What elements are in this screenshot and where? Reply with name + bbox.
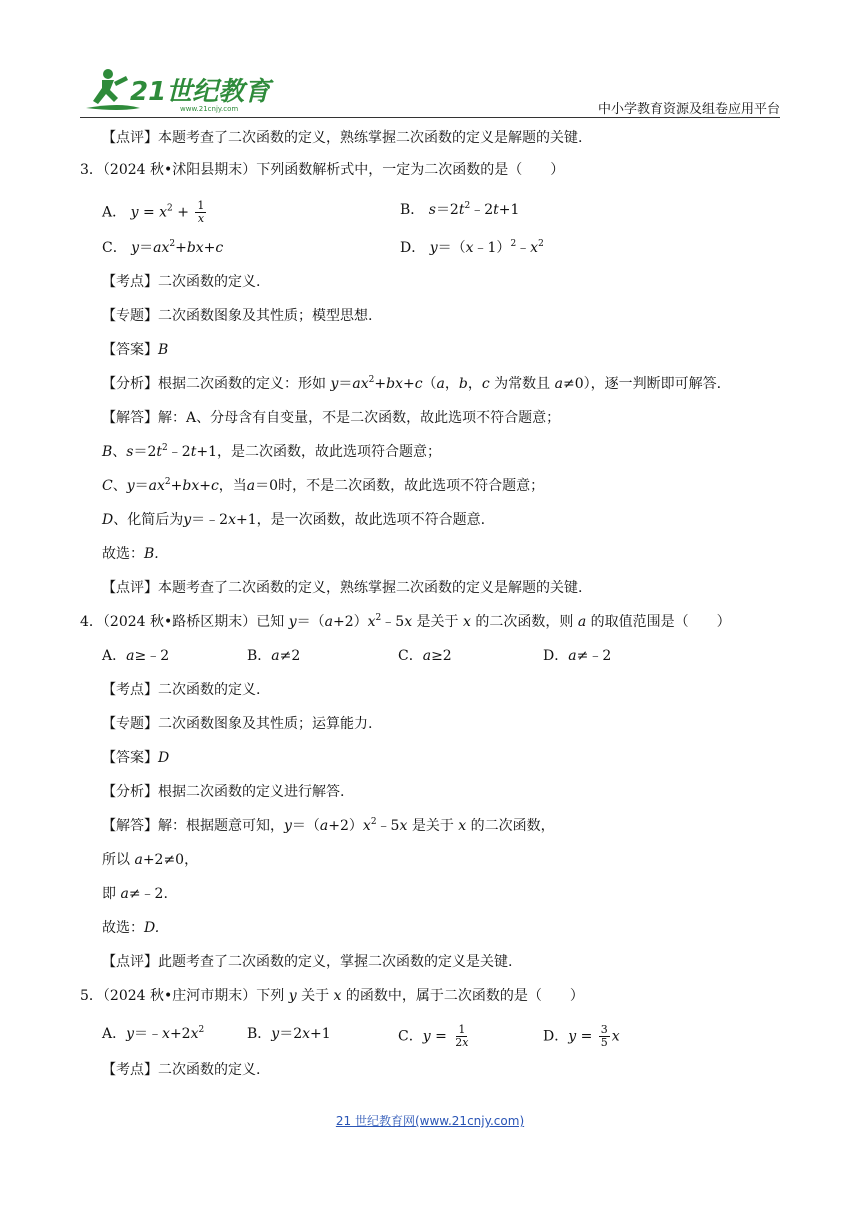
q3-option-b: B． $s=2t^2﹣2t+1$ bbox=[400, 201, 520, 218]
q4-option-d: D．a≠﹣2 bbox=[543, 648, 612, 664]
q4-dianping: 【点评】此题考查了二次函数的定义，掌握二次函数的定义是关键. bbox=[102, 954, 513, 970]
q4-daan: 【答案】D bbox=[102, 750, 170, 766]
q3-guxuan: 故选：B. bbox=[102, 546, 159, 562]
q4-option-a: A．a≥﹣2 bbox=[102, 648, 170, 664]
page-header bbox=[80, 64, 780, 118]
q5-option-c: C．y = $\frac{1}{2x}$ bbox=[398, 1023, 469, 1049]
q3-stem: 3．（2024 秋•沭阳县期末）下列函数解析式中，一定为二次函数的是（ ） bbox=[80, 162, 565, 178]
q5-option-d: D．y = $\frac{3}{5}$ x bbox=[543, 1023, 620, 1049]
q4-fenxi: 【分析】根据二次函数的定义进行解答. bbox=[102, 784, 345, 800]
q4-jieda: 【解答】解：根据题意可知，$y=(a+2)x^2﹣5x$ 是关于 x 的二次函数， bbox=[102, 817, 555, 834]
q3-fenxi: 【分析】根据二次函数的定义：形如 $y=ax^2+bx+c(a$，b，c 为常数且 a≠0），逐一判断即可解答. bbox=[102, 375, 722, 392]
logo-21cnjy bbox=[80, 64, 320, 114]
q4-option-c: C．a≥2 bbox=[398, 648, 452, 664]
q3-jieda: 【解答】解：A、分母含有自变量，不是二次函数，故此选项不符合题意； bbox=[102, 410, 561, 426]
footer-link[interactable]: 21 世纪教育网(www.21cnjy.com) bbox=[335, 1114, 525, 1128]
q3-jieda-c: C、$y=ax^2+bx+c$，当a＝0时，不是二次函数，故此选项不符合题意； bbox=[102, 477, 545, 494]
logo-subtext: www.21cnjy.com bbox=[180, 105, 239, 113]
q3-daan: 【答案】B bbox=[102, 342, 169, 358]
q3-dianping: 【点评】本题考查了二次函数的定义，熟练掌握二次函数的定义是解题的关键. bbox=[102, 580, 583, 596]
q3-option-a: A． $y = x^2$ + $\frac{1}{x}$ bbox=[102, 199, 205, 225]
q3-zhuanti: 【专题】二次函数图象及其性质；模型思想. bbox=[102, 308, 373, 324]
q5-option-b: B．y＝2x+1 bbox=[247, 1026, 331, 1042]
q4-zhuanti: 【专题】二次函数图象及其性质；运算能力. bbox=[102, 716, 373, 732]
q3-jieda-d: D、化简后为y＝﹣2x+1，是一次函数，故此选项不符合题意. bbox=[102, 512, 486, 528]
header-platform-name: 中小学教育资源及组卷应用平台 bbox=[597, 102, 780, 117]
q3-kaodian: 【考点】二次函数的定义. bbox=[102, 274, 261, 290]
q4-option-b: B．a≠2 bbox=[247, 648, 301, 664]
q5-kaodian: 【考点】二次函数的定义. bbox=[102, 1062, 261, 1078]
q4-stem: 4．（2024 秋•路桥区期末）已知 $y=(a+2)x^2﹣5x$ 是关于 x 的二次函数，则 a 的取值范围是（ ） bbox=[80, 613, 731, 630]
header-divider bbox=[80, 117, 780, 118]
q3-option-c: C． $y=ax^2+bx+c$ bbox=[102, 239, 224, 256]
q3-option-d: D． $y=(x﹣1)^2﹣x^2$ bbox=[400, 239, 544, 256]
q4-guxuan: 故选：D. bbox=[102, 920, 160, 936]
logo-text: 21世纪教育 bbox=[130, 77, 271, 107]
q4-suoyi: 所以 a+2≠0， bbox=[102, 852, 199, 868]
q5-stem: 5．（2024 秋•庄河市期末）下列 y 关于 x 的函数中，属于二次函数的是（ ） bbox=[80, 988, 584, 1004]
q5-option-a: A．$y=﹣x+2x^2$ bbox=[102, 1025, 205, 1042]
prev-dianping: 【点评】本题考查了二次函数的定义，熟练掌握二次函数的定义是解题的关键. bbox=[102, 130, 583, 146]
q4-ji: 即 a≠﹣2. bbox=[102, 886, 168, 902]
q3-jieda-b: B、$s=2t^2﹣2t+1$，是二次函数，故此选项符合题意； bbox=[102, 443, 441, 460]
q4-kaodian: 【考点】二次函数的定义. bbox=[102, 682, 261, 698]
